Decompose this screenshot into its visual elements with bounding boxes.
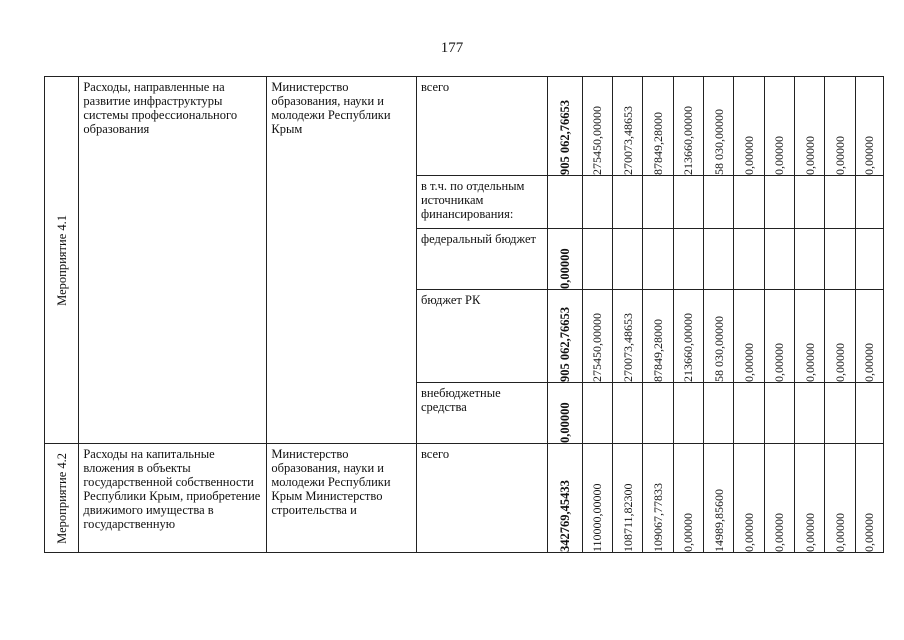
table-row	[45, 444, 884, 553]
executor-cell	[267, 77, 417, 444]
year-amount-cell	[855, 290, 883, 383]
total-amount: 342769,45433	[558, 480, 573, 552]
year-amount-cell	[855, 176, 883, 229]
year-amount: 213660,00000	[681, 313, 696, 382]
year-amount-cell	[613, 77, 643, 176]
year-amount: 0,00000	[802, 343, 817, 382]
year-amount: 270073,48653	[620, 313, 635, 382]
year-amount-cell	[643, 290, 673, 383]
year-amount: 110000,00000	[590, 483, 605, 552]
year-amount: 0,00000	[802, 513, 817, 552]
funding-source: всего	[420, 80, 450, 94]
year-amount: 14989,85600	[711, 489, 726, 552]
year-amount-cell	[855, 77, 883, 176]
budget-table	[44, 76, 884, 553]
executor-name: Министерство образования, науки и молодежи Республики Крым	[271, 80, 391, 136]
year-amount: 0,00000	[741, 513, 756, 552]
year-amount: 87849,28000	[651, 112, 666, 175]
total-amount: 905 062,76653	[558, 307, 573, 382]
year-amount-cell	[855, 444, 883, 553]
year-amount: 270073,48653	[620, 106, 635, 175]
year-amount-cell	[643, 176, 673, 229]
year-amount: 58 030,00000	[711, 109, 726, 175]
funding-source: федеральный бюджет	[420, 232, 537, 246]
year-amount: 0,00000	[862, 136, 877, 175]
year-amount-cell	[734, 290, 764, 383]
year-amount-cell	[673, 229, 703, 290]
year-amount-cell	[613, 176, 643, 229]
year-amount: 0,00000	[802, 136, 817, 175]
year-amount-cell	[825, 383, 855, 444]
measure-description: Расходы, направленные на развитие инфраструктуры системы профессионального образования	[83, 80, 238, 136]
total-amount-cell	[548, 383, 582, 444]
year-amount-cell	[613, 383, 643, 444]
year-amount-cell	[643, 383, 673, 444]
year-amount-cell	[794, 444, 824, 553]
measure-description-cell	[79, 444, 267, 553]
year-amount-cell	[582, 77, 612, 176]
year-amount-cell	[643, 444, 673, 553]
year-amount: 0,00000	[681, 513, 696, 552]
funding-source: в т.ч. по отдельным источникам финансирования:	[420, 179, 525, 221]
year-amount: 108711,82300	[620, 483, 635, 552]
measure-description: Расходы на капитальные вложения в объекты государственной собственности Республики Крым, приобретение движимого имущества в государственную	[83, 447, 261, 531]
year-amount-cell	[703, 229, 733, 290]
year-amount-cell	[825, 176, 855, 229]
year-amount-cell	[764, 444, 794, 553]
year-amount-cell	[794, 229, 824, 290]
year-amount-cell	[613, 444, 643, 553]
year-amount-cell	[582, 444, 612, 553]
year-amount: 0,00000	[741, 136, 756, 175]
funding-source-cell	[416, 290, 547, 383]
year-amount-cell	[582, 290, 612, 383]
measure-description-cell	[79, 77, 267, 444]
year-amount-cell	[643, 229, 673, 290]
year-amount-cell	[613, 290, 643, 383]
total-amount-cell	[548, 229, 582, 290]
executor-cell	[267, 444, 417, 553]
funding-source-cell	[416, 229, 547, 290]
year-amount-cell	[764, 383, 794, 444]
total-amount-cell	[548, 444, 582, 553]
funding-source-cell	[416, 444, 547, 553]
year-amount-cell	[613, 229, 643, 290]
year-amount: 0,00000	[832, 343, 847, 382]
year-amount-cell	[582, 176, 612, 229]
year-amount-cell	[825, 77, 855, 176]
year-amount-cell	[734, 229, 764, 290]
year-amount-cell	[825, 229, 855, 290]
year-amount-cell	[855, 229, 883, 290]
funding-source: всего	[420, 447, 450, 461]
year-amount-cell	[703, 77, 733, 176]
measure-label: Мероприятие 4.1	[54, 214, 69, 306]
year-amount-cell	[673, 290, 703, 383]
year-amount: 0,00000	[832, 136, 847, 175]
year-amount-cell	[764, 176, 794, 229]
year-amount: 0,00000	[772, 513, 787, 552]
page-number: 177	[440, 40, 464, 56]
year-amount-cell	[794, 77, 824, 176]
total-amount-cell	[548, 77, 582, 176]
table-body	[45, 77, 884, 553]
year-amount-cell	[764, 290, 794, 383]
year-amount: 58 030,00000	[711, 316, 726, 382]
year-amount-cell	[703, 176, 733, 229]
executor-name: Министерство образования, науки и молодежи Республики Крым Министерство строительства и	[271, 447, 391, 517]
total-amount: 905 062,76653	[558, 100, 573, 175]
funding-source-cell	[416, 77, 547, 176]
year-amount-cell	[734, 383, 764, 444]
year-amount-cell	[703, 290, 733, 383]
year-amount-cell	[794, 176, 824, 229]
year-amount-cell	[582, 383, 612, 444]
funding-source: бюджет РК	[420, 293, 481, 307]
year-amount-cell	[734, 176, 764, 229]
year-amount: 0,00000	[772, 343, 787, 382]
year-amount-cell	[703, 444, 733, 553]
year-amount: 0,00000	[862, 343, 877, 382]
year-amount: 0,00000	[772, 136, 787, 175]
year-amount-cell	[673, 444, 703, 553]
measure-label-cell	[45, 444, 79, 553]
total-amount-cell	[548, 176, 582, 229]
funding-source-cell	[416, 383, 547, 444]
funding-source-cell	[416, 176, 547, 229]
total-amount: 0,00000	[558, 402, 573, 443]
year-amount-cell	[734, 77, 764, 176]
year-amount: 213660,00000	[681, 106, 696, 175]
year-amount-cell	[734, 444, 764, 553]
year-amount-cell	[825, 290, 855, 383]
year-amount: 275450,00000	[590, 313, 605, 382]
year-amount-cell	[764, 77, 794, 176]
total-amount-cell	[548, 290, 582, 383]
table-row	[45, 77, 884, 176]
year-amount: 109067,77833	[651, 483, 666, 552]
year-amount: 0,00000	[832, 513, 847, 552]
year-amount-cell	[794, 383, 824, 444]
year-amount: 275450,00000	[590, 106, 605, 175]
year-amount-cell	[825, 444, 855, 553]
total-amount: 0,00000	[558, 248, 573, 289]
measure-label-cell	[45, 77, 79, 444]
measure-label: Мероприятие 4.2	[54, 452, 69, 544]
year-amount: 0,00000	[741, 343, 756, 382]
year-amount-cell	[582, 229, 612, 290]
year-amount-cell	[855, 383, 883, 444]
year-amount-cell	[703, 383, 733, 444]
funding-source: внебюджетные средства	[420, 386, 501, 414]
year-amount-cell	[643, 77, 673, 176]
year-amount-cell	[673, 77, 703, 176]
year-amount-cell	[794, 290, 824, 383]
year-amount-cell	[673, 176, 703, 229]
year-amount: 87849,28000	[651, 319, 666, 382]
year-amount-cell	[764, 229, 794, 290]
year-amount: 0,00000	[862, 513, 877, 552]
year-amount-cell	[673, 383, 703, 444]
